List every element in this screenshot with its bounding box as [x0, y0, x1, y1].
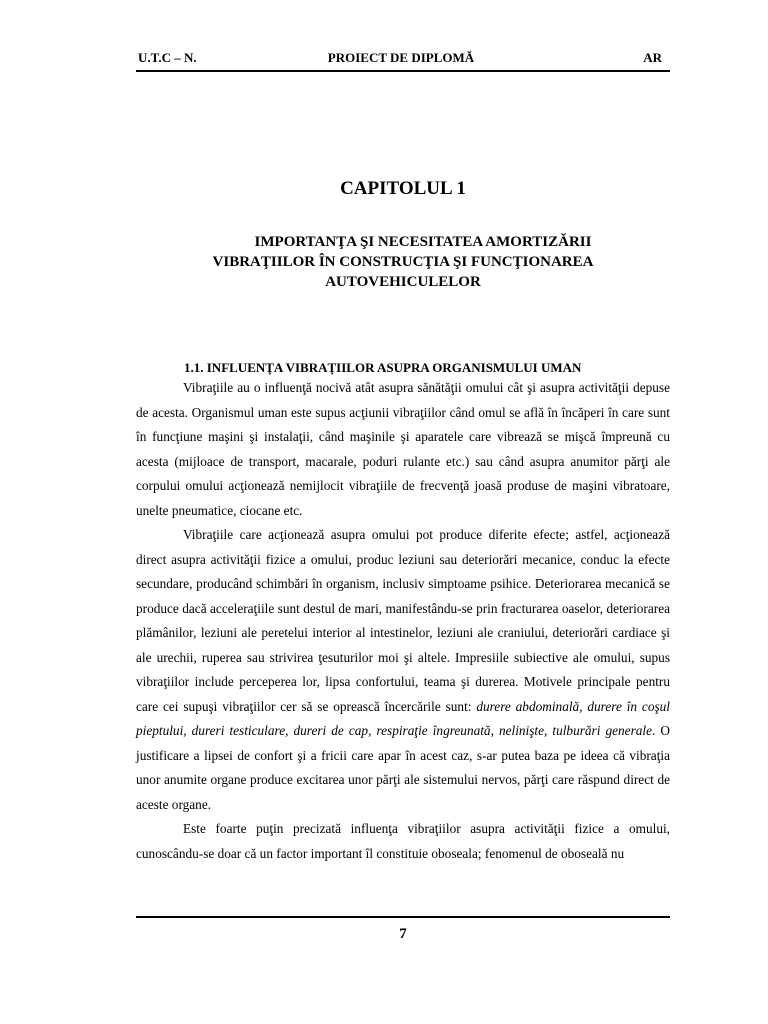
page-number: 7: [399, 926, 407, 942]
paragraph-2-symptoms: durere abdominală, durere în coşul pieptului, dureri testiculare, dureri de cap, respiraţie îngreunată, nelinişte, tulburări generale: [136, 698, 670, 738]
paragraph-2-start: Vibraţiile care acţionează asupra omului pot produce diferite efecte; astfel, acţionează direct asupra activităţii fizice a omului, produc leziuni sau deteriorări mecanice, conduc la efecte secundare, producând schimbări în organism, inclusiv simptoame psihice. Deteriorarea mecanică se produce dacă acceleraţiile sunt destul de mari, manifestându-se prin fracturarea oaselor, deteriorarea plămânilor, leziuni ale peretelui interior al intestinelor, leziuni ale craniului, deteriorări cardiace şi ale urechii, ruperea sau strivirea ţesuturilor moi şi altele. Impresiile subiective ale omului, supus vibraţiilor include perceperea lor, lipsa confortului, teama şi durerea. Motivele principale pentru care cei supuşi vibraţiilor cer să se oprească încercările sunt:: [136, 527, 670, 714]
paragraph-1: Vibraţiile au o influenţă nocivă atât asupra sănătăţii omului cât şi asupra activităţii depuse de acesta. Organismul uman este supus acţiunii vibraţiilor când omul se află în încăperi în care sunt în funcţiune maşini şi instalaţii, când maşinile şi aparatele care vibrează se mişcă împreună cu acesta (mijloace de transport, macarale, poduri rulante etc.) sau când asupra anumitor părţi ale corpului omului acţionează nemijlocit vibraţiile de frecvenţă joasă produse de maşini vibratoare, unelte pneumatice, ciocane etc.: [136, 380, 670, 518]
section-heading: 1.1. INFLUENŢA VIBRAŢIILOR ASUPRA ORGANISMULUI UMAN: [184, 360, 582, 375]
chapter-heading: CAPITOLUL 1: [340, 178, 466, 199]
paragraph-3: Este foarte puţin precizată influenţa vibraţiilor asupra activităţii fizice a omului, cunoscându-se doar că un factor important îl constituie oboseala; fenomenul de oboseală nu: [136, 821, 670, 861]
paragraph-2-end: . O justificare a lipsei de confort şi a fricii care apar în acest caz, s-ar putea baza pe ideea că vibraţia unor anumite organe produce excitarea unor părţi ale sistemului nervos, părţi care răspund direct de aceste organe.: [136, 723, 670, 812]
header-project-title: PROIECT DE DIPLOMĂ: [327, 50, 475, 65]
chapter-title-line-3: AUTOVEHICULELOR: [325, 274, 481, 290]
chapter-title-line-1: IMPORTANŢA ŞI NECESITATEA AMORTIZĂRII: [254, 234, 592, 250]
chapter-title: [136, 232, 670, 292]
paragraph-2: [136, 523, 670, 817]
header-rule: [136, 70, 670, 72]
chapter-title-line-2: VIBRAŢIILOR ÎN CONSTRUCŢIA ŞI FUNCŢIONAREA: [212, 254, 594, 270]
body-text: [136, 376, 670, 866]
page-header: [138, 50, 664, 70]
header-university: U.T.C – N.: [138, 50, 197, 65]
header-author-initials: AR: [643, 50, 662, 65]
footer-rule: [136, 916, 670, 918]
